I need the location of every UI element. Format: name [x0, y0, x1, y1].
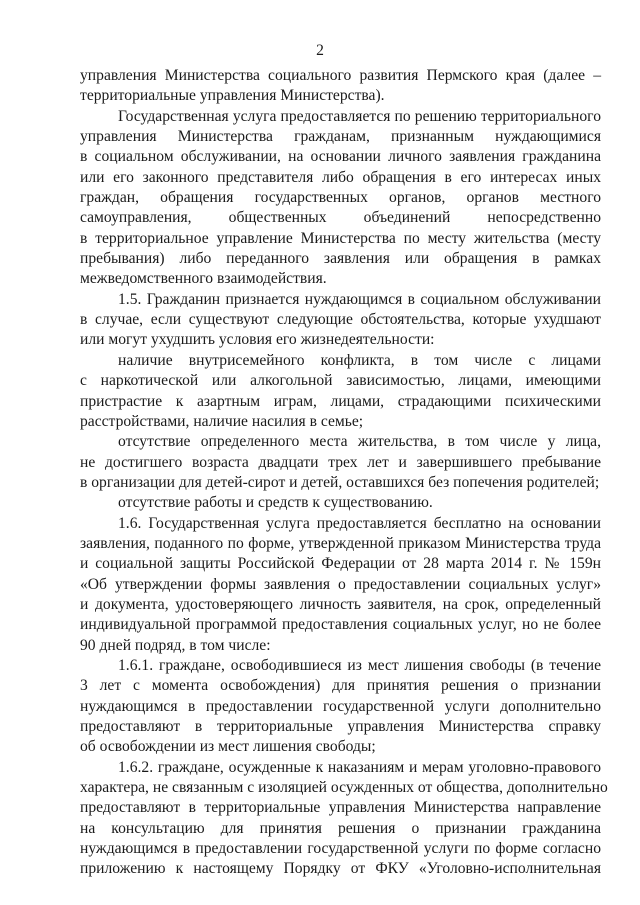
text-line: пребывания) либо переданного заявления или обращения в рамках: [80, 250, 601, 268]
text-line: характера, не связанным с изоляцией осужденных от общества, дополнительно: [80, 779, 608, 797]
text-line: наличие внутрисемейного конфликта, в том числе с лицами: [118, 351, 601, 369]
text-line: территориальные управления Министерства).: [80, 87, 385, 105]
text-line: самоуправления, общественных объединений непосредственно: [80, 209, 601, 227]
text-line: нуждающимся в предоставлении государственной услуги дополнительно: [80, 697, 601, 715]
text-line: расстройствами, наличие насилия в семье;: [80, 412, 364, 430]
text-line: или его законного представителя либо обращения в его интересах иных: [80, 168, 601, 186]
text-line: отсутствие работы и средств к существованию.: [118, 494, 433, 512]
text-line: 1.6.1. граждане, освободившиеся из мест лишения свободы (в течение: [118, 656, 601, 674]
text-line: на консультацию для принятия решения о признании гражданина: [80, 819, 601, 837]
text-line: Государственная услуга предоставляется по решению территориального: [118, 107, 601, 125]
text-line: в социальном обслуживании, на основании личного заявления гражданина: [80, 148, 601, 166]
text-line: приложению к настоящему Порядку от ФКУ «Уголовно-исполнительная: [80, 860, 601, 878]
text-line: управления Министерства социального развития Пермского края (далее –: [80, 67, 601, 84]
text-line: «Об утверждении формы заявления о предоставлении социальных услуг»: [80, 575, 601, 593]
text-line: отсутствие определенного места жительства, в том числе у лица,: [118, 433, 601, 451]
text-line: с наркотической или алкогольной зависимостью, лицами, имеющими: [80, 372, 601, 390]
text-line: 1.5. Гражданин признается нуждающимся в социальном обслуживании: [118, 290, 601, 308]
text-line: 90 дней подряд, в том числе:: [80, 636, 271, 654]
text-line: в территориальное управление Министерства по месту жительства (месту: [80, 229, 601, 247]
text-line: или могут ухудшить условия его жизнедеятельности:: [80, 331, 435, 349]
text-line: нуждающимся в предоставлении государственной услуги по форме согласно: [80, 840, 601, 858]
document-body: [80, 66, 608, 880]
text-line: об освобождении из мест лишения свободы;: [80, 738, 376, 756]
text-line: заявления, поданного по форме, утвержденной приказом Министерства труда: [80, 534, 601, 552]
text-line: в организации для детей-сирот и детей, оставшихся без попечения родителей;: [80, 473, 600, 491]
page-number: 2: [316, 42, 324, 59]
text-line: пристрастие к азартным играм, лицами, страдающими психическими: [80, 392, 601, 410]
text-line: в случае, если существуют следующие обстоятельства, которые ухудшают: [80, 311, 601, 329]
text-line: граждан, обращения государственных органов, органов местного: [80, 189, 601, 207]
text-line: индивидуальной программой предоставления социальных услуг, но не более: [80, 616, 601, 634]
text-line: управления Министерства гражданам, признанным нуждающимися: [80, 128, 601, 146]
text-line: не достигшего возраста двадцати трех лет и завершившего пребывание: [80, 453, 601, 471]
text-line: предоставляют в территориальные управления Министерства направление: [80, 799, 601, 817]
text-line: межведомственного взаимодействия.: [80, 270, 327, 288]
text-line: 1.6. Государственная услуга предоставляется бесплатно на основании: [118, 514, 601, 532]
text-line: 1.6.2. граждане, осужденные к наказаниям и мерам уголовно-правового: [118, 758, 601, 776]
text-line: и социальной защиты Российской Федерации от 28 марта 2014 г. № 159н: [80, 555, 601, 573]
text-line: предоставляют в территориальные управления Министерства справку: [80, 718, 601, 735]
text-line: и документа, удостоверяющего личность заявителя, на срок, определенный: [80, 595, 601, 613]
text-line: 3 лет с момента освобождения) для принятия решения о признании: [80, 677, 601, 695]
